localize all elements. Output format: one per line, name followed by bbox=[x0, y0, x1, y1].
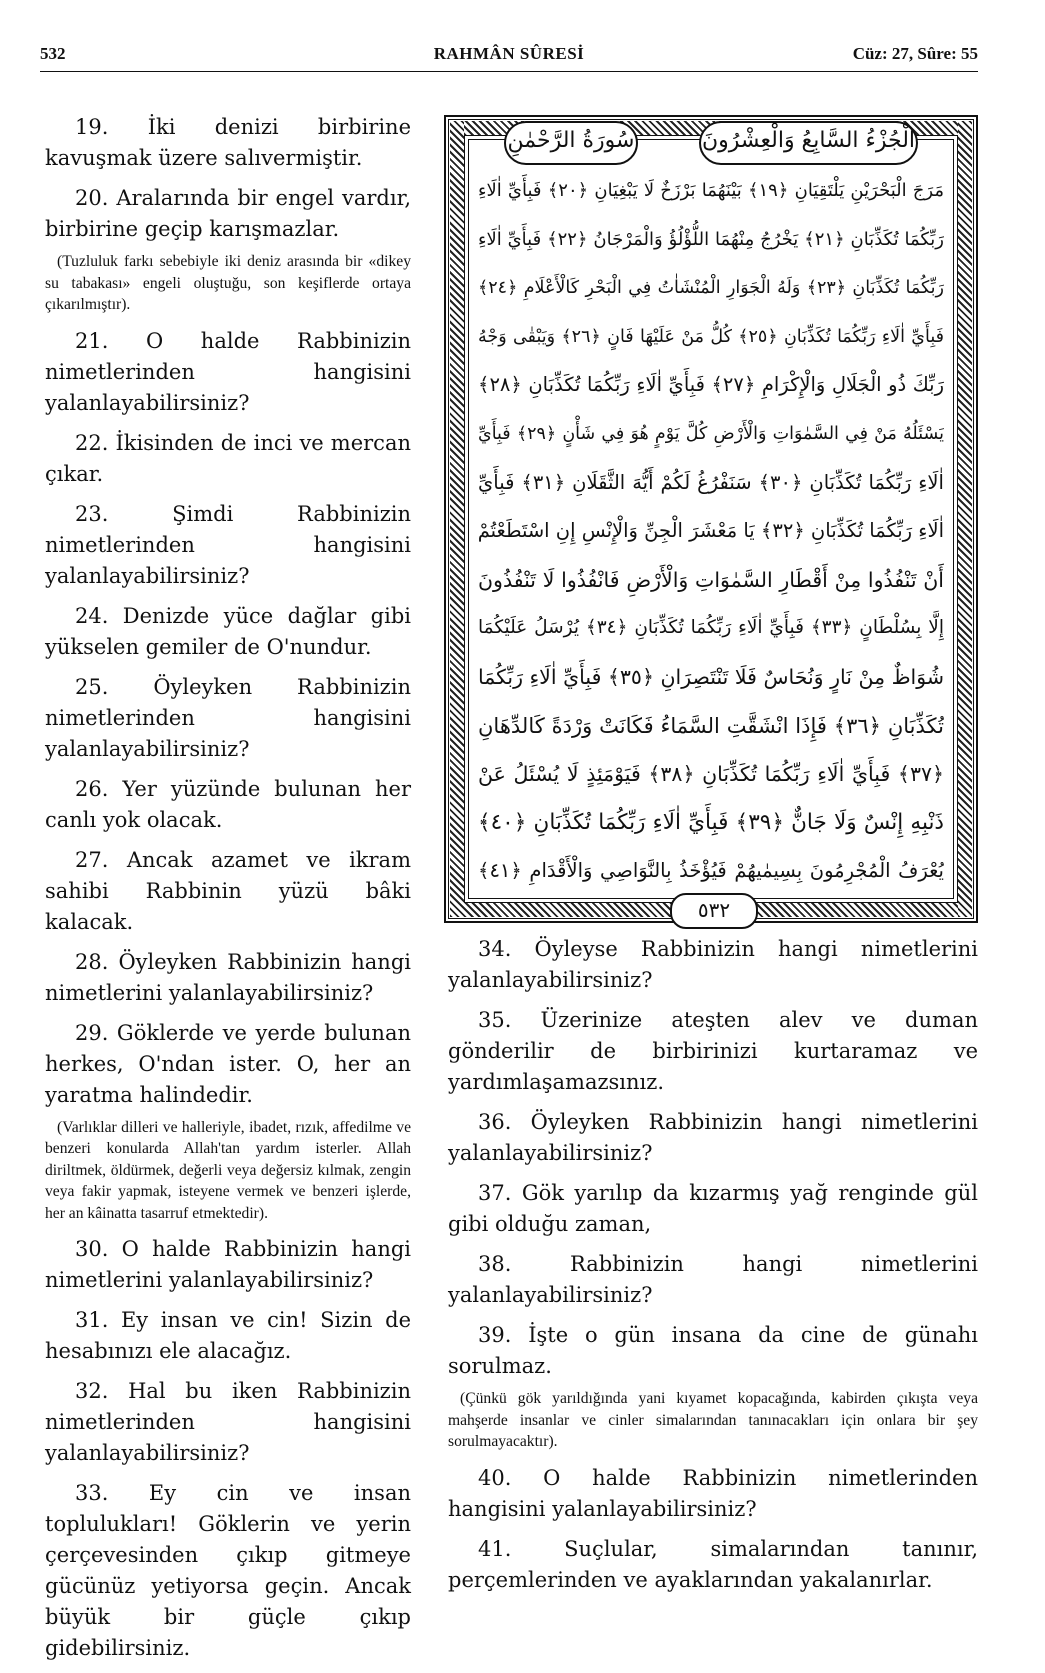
footnote: (Çünkü gök yarıldığında yani kıyamet kopacağında, kabirden çıkışta veya mahşerde insanlar ve cinler simalarından tanınacakları için onlara bir şey sorulmayacaktır). bbox=[448, 1390, 978, 1450]
arabic-line: رَبِّكُمَا تُكَذِّبَانِ ﴿٢٣﴾ وَلَهُ الْجَوَارِ الْمُنْشَاٰتُ فِي الْبَحْرِ كَالْأَعْلَامِ ﴿٢٤﴾ bbox=[478, 278, 944, 299]
verse-translation: 39. İşte o gün insana da cine de günahı sorulmaz. bbox=[448, 1323, 978, 1378]
quran-text-panel bbox=[444, 115, 978, 923]
footnote: (Tuzluluk farkı sebebiyle iki deniz arasında bir «dikey su tabakası» engeli oluştuğu, son keşiflerde ortaya çıkarılmıştır). bbox=[45, 253, 411, 313]
verse-translation: 27. Ancak azamet ve ikram sahibi Rabbinin yüzü bâki kalacak. bbox=[45, 847, 411, 934]
left-translation-column bbox=[45, 112, 411, 1673]
verse-translation: 34. Öyleyse Rabbinizin hangi nimetlerini yalanlayabilirsiniz? bbox=[448, 937, 978, 992]
header-rule bbox=[40, 71, 978, 72]
arabic-line: اٰلَاءِ رَبِّكُمَا تُكَذِّبَانِ ﴿٣٠﴾ سَنَفْرُغُ لَكُمْ أَيُّهَ الثَّقَلَانِ ﴿٣١﴾ فَبِأَيِّ bbox=[478, 470, 944, 494]
sura-name-cartouche: سُورَةُ الرَّحْمٰنِ bbox=[504, 121, 638, 165]
page-header bbox=[40, 44, 978, 70]
verse-translation: 36. Öyleyken Rabbinizin hangi nimetlerini yalanlayabilirsiniz? bbox=[448, 1110, 978, 1165]
verse-translation: 19. İki denizi birbirine kavuşmak üzere salıvermiştir. bbox=[45, 115, 411, 170]
verse-translation: 22. İkisinden de inci ve mercan çıkar. bbox=[45, 430, 411, 486]
arabic-line: شُوَاظٌ مِنْ نَارٍ وَنُحَاسٌ فَلَا تَنْتَصِرَانِ ﴿٣٥﴾ فَبِأَيِّ اٰلَاءِ رَبِّكُمَا bbox=[478, 664, 944, 689]
arabic-line: رَبِّكَ ذُو الْجَلَالِ وَالْإِكْرَامِ ﴿٢٧﴾ فَبِأَيِّ اٰلَاءِ رَبِّكُمَا تُكَذِّبَانِ ﴿٢٨﴾ bbox=[478, 373, 944, 397]
arabic-line: تُكَذِّبَانِ ﴿٣٦﴾ فَإِذَا انْشَقَّتِ السَّمَاءُ فَكَانَتْ وَرْدَةً كَالدِّهَانِ bbox=[478, 713, 944, 738]
verse-translation: 32. Hal bu iken Rabbinizin nimetlerinden hangisini yalanlayabilirsiniz? bbox=[45, 1379, 411, 1465]
verse-translation: 26. Yer yüzünde bulunan her canlı yok olacak. bbox=[45, 776, 411, 832]
verse-translation: 38. Rabbinizin hangi nimetlerini yalanlayabilirsiniz? bbox=[448, 1252, 978, 1307]
verse-translation: 30. O halde Rabbinizin hangi nimetlerini yalanlayabilirsiniz? bbox=[45, 1237, 411, 1292]
verse-translation: 35. Üzerinize ateşten alev ve duman gönderilir de birbirinizi kurtaramaz ve yardımlaşamazsınız. bbox=[448, 1008, 978, 1094]
verse-translation: 20. Aralarında bir engel vardır, birbirine geçip karışmazlar. bbox=[45, 186, 411, 241]
arabic-page-number: ٥٣٢ bbox=[670, 893, 758, 929]
juz-sura-info: Cüz: 27, Sûre: 55 bbox=[852, 44, 978, 63]
verse-translation: 25. Öyleyken Rabbinizin nimetlerinden hangisini yalanlayabilirsiniz? bbox=[45, 674, 411, 761]
verse-translation: 23. Şimdi Rabbinizin nimetlerinden hangisini yalanlayabilirsiniz? bbox=[45, 501, 411, 588]
arabic-line: رَبِّكُمَا تُكَذِّبَانِ ﴿٢١﴾ يَخْرُجُ مِنْهُمَا اللُّؤْلُؤُ وَالْمَرْجَانُ ﴿٢٢﴾ فَبِأَيِّ اٰلَاءِ bbox=[478, 228, 944, 250]
verse-translation: 28. Öyleyken Rabbinizin hangi nimetlerini yalanlayabilirsiniz? bbox=[45, 949, 411, 1005]
arabic-line: إِلَّا بِسُلْطَانٍ ﴿٣٣﴾ فَبِأَيِّ اٰلَاءِ رَبِّكُمَا تُكَذِّبَانِ ﴿٣٤﴾ يُرْسَلُ عَلَيْكُمَا bbox=[478, 617, 944, 639]
verse-translation: 21. O halde Rabbinizin nimetlerinden hangisini yalanlayabilirsiniz? bbox=[45, 328, 411, 415]
verse-translation: 29. Göklerde ve yerde bulunan herkes, O'ndan ister. O, her an yaratma halindedir. bbox=[45, 1020, 411, 1107]
verse-translation: 31. Ey insan ve cin! Sizin de hesabınızı ele alacağız. bbox=[45, 1308, 411, 1363]
arabic-line: يُعْرَفُ الْمُجْرِمُونَ بِسِيمٰيهُمْ فَيُؤْخَذُ بِالنَّوَاصِي وَالْأَقْدَامِ ﴿٤١﴾ bbox=[478, 859, 944, 883]
verse-translation: 24. Denizde yüce dağlar gibi yükselen gemiler de O'nundur. bbox=[45, 603, 411, 659]
ornament-border-right bbox=[958, 121, 972, 917]
arabic-line: يَسْئَلُهُ مَنْ فِي السَّمٰوَاتِ وَالْأَرْضِ كُلَّ يَوْمٍ هُوَ فِي شَأْنٍ ﴿٢٩﴾ فَبِأَيِّ bbox=[478, 423, 944, 444]
arabic-line: ذَنْبِهِ إِنْسٌ وَلَا جَانٌّ ﴿٣٩﴾ فَبِأَيِّ اٰلَاءِ رَبِّكُمَا تُكَذِّبَانِ ﴿٤٠﴾ bbox=[478, 809, 944, 835]
verse-translation: 40. O halde Rabbinizin nimetlerinden hangisini yalanlayabilirsiniz? bbox=[448, 1465, 978, 1521]
footnote: (Varlıklar dilleri ve halleriyle, ibadet, rızık, affedilme ve benzeri konularda Allah'tan yardım isterler. Allah diriltmek, öldürmek, değerli veya değersiz kılmak, zengin veya fakir yapmak, isteyene vermek ve benzeri işlerde, her an kâinatta tasarruf etmektedir). bbox=[45, 1118, 411, 1222]
right-translation-column bbox=[448, 934, 978, 1605]
arabic-line: مَرَجَ الْبَحْرَيْنِ يَلْتَقِيَانِ ﴿١٩﴾ بَيْنَهُمَا بَرْزَخٌ لَا يَبْغِيَانِ ﴿٢٠﴾ فَبِأَيِّ اٰلَاءِ bbox=[478, 180, 944, 201]
arabic-line: أَنْ تَنْفُذُوا مِنْ أَقْطَارِ السَّمٰوَاتِ وَالْأَرْضِ فَانْفُذُوا لَا تَنْفُذُونَ bbox=[478, 567, 944, 592]
arabic-line: فَبِأَيِّ اٰلَاءِ رَبِّكُمَا تُكَذِّبَانِ ﴿٢٥﴾ كُلُّ مَنْ عَلَيْهَا فَانٍ ﴿٢٦﴾ وَيَبْقٰى وَجْهُ bbox=[478, 326, 944, 347]
ornament-border-left bbox=[450, 121, 464, 917]
verse-translation: 41. Suçlular, simalarından tanınır, perçemlerinden ve ayaklarından yakalanırlar. bbox=[448, 1536, 978, 1592]
page-number: 532 bbox=[40, 44, 66, 63]
arabic-text-block bbox=[478, 167, 944, 883]
verse-translation: 37. Gök yarılıp da kızarmış yağ renginde gül gibi olduğu zaman, bbox=[448, 1181, 978, 1236]
page-title: RAHMÂN SÛRESİ bbox=[433, 44, 585, 63]
verse-translation: 33. Ey cin ve insan toplulukları! Göklerin ve yerin çerçevesinden çıkıp gitmeye gücünüz yetiyorsa geçin. Ancak büyük bir güçle çıkıp gidebilirsiniz. bbox=[45, 1481, 411, 1660]
arabic-line: ﴿٣٧﴾ فَبِأَيِّ اٰلَاءِ رَبِّكُمَا تُكَذِّبَانِ ﴿٣٨﴾ فَيَوْمَئِذٍ لَا يُسْئَلُ عَنْ bbox=[478, 762, 944, 787]
juz-name-cartouche: الْجُزْءُ السَّابِعُ وَالْعِشْرُونَ bbox=[699, 121, 918, 165]
arabic-line: اٰلَاءِ رَبِّكُمَا تُكَذِّبَانِ ﴿٣٢﴾ يَا مَعْشَرَ الْجِنِّ وَالْإِنْسِ إِنِ اسْتَطَعْتُمْ bbox=[478, 519, 944, 543]
